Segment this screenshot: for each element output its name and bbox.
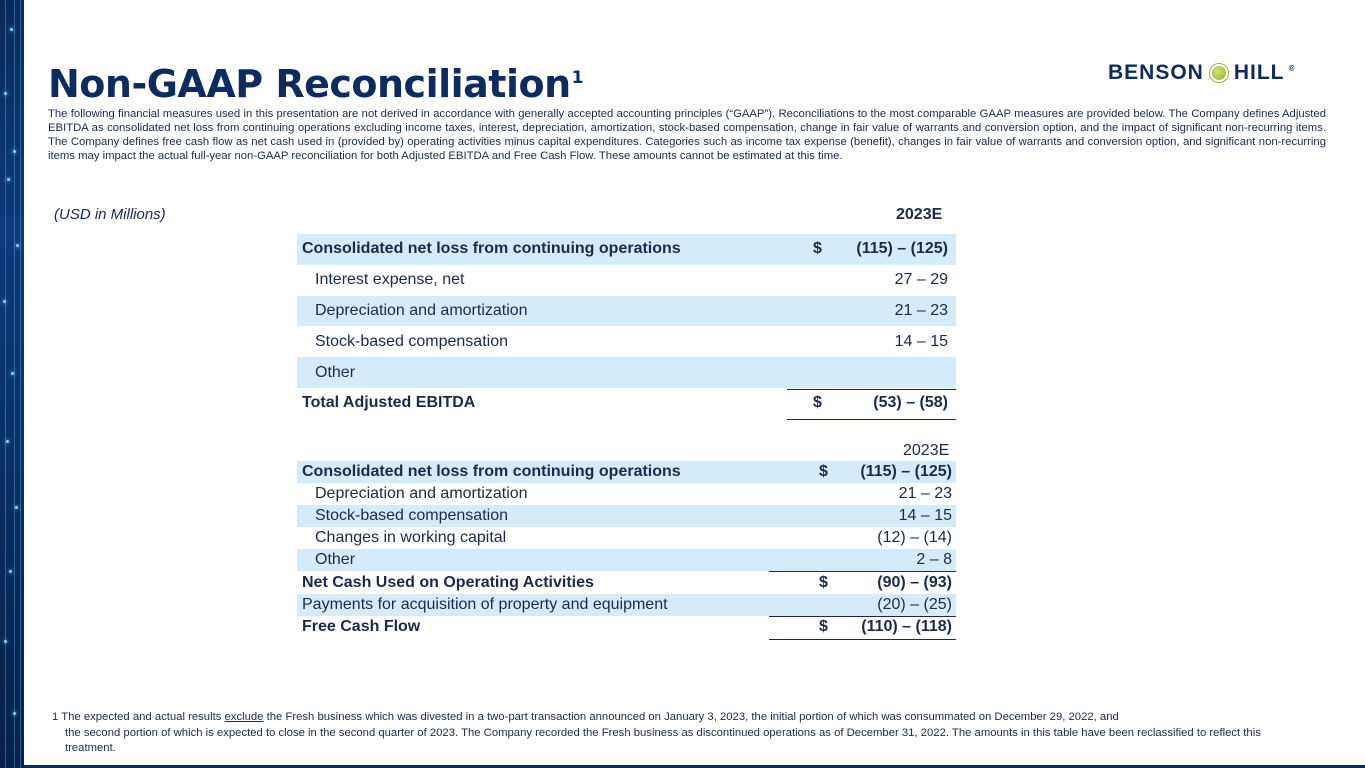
row-value: (110) – (118)	[861, 617, 952, 635]
row-value: (115) – (125)	[856, 240, 948, 258]
table-row	[297, 326, 956, 357]
units-label: (USD in Millions)	[54, 206, 166, 223]
row-label: Stock-based compensation	[315, 332, 508, 350]
benson-hill-logo	[1108, 60, 1294, 86]
logo-word-benson: BENSON	[1108, 61, 1204, 84]
row-currency: $	[819, 573, 828, 591]
row-value: (12) – (14)	[877, 529, 952, 547]
row-currency: $	[813, 240, 822, 258]
row-label: Other	[315, 551, 356, 569]
fcf-total-bottom-rule	[769, 639, 956, 640]
row-currency: $	[819, 463, 828, 481]
table-row	[297, 234, 956, 265]
table-row	[297, 505, 956, 527]
logo-word-hill: HILL	[1233, 61, 1285, 84]
footnote-text-start: The expected and actual results	[61, 711, 222, 723]
row-label: Stock-based compensation	[315, 507, 508, 525]
fcf-subtotal-top-rule	[769, 571, 956, 572]
row-label: Consolidated net loss from continuing operations	[302, 240, 681, 258]
row-label: Other	[315, 363, 356, 381]
table-row	[297, 296, 956, 327]
row-label: Consolidated net loss from continuing operations	[302, 463, 681, 481]
footnote	[52, 710, 1292, 757]
table-row	[297, 483, 956, 505]
row-value: 21 – 23	[898, 485, 952, 503]
decorative-side-band	[0, 0, 24, 768]
footnote-text-middle: the Fresh business which was divested in a two-part transaction announced on January 3, 2023, the initial portion of which was consummated on December 29, 2022, and	[266, 711, 1119, 723]
fcf-total-top-rule	[769, 616, 956, 617]
table-row	[297, 357, 956, 388]
row-label: Depreciation and amortization	[315, 485, 528, 503]
footnote-text-end: the second portion of which is expected to close in the second quarter of 2023. The Company recorded the Fresh business as discontinued operations as of December 31, 2022. The amounts in this table have been reclassified to reflect this treatment.	[65, 726, 1261, 754]
table-row-subtotal	[297, 571, 956, 593]
title-footnote-marker: 1	[571, 68, 583, 88]
row-label: Net Cash Used on Operating Activities	[302, 573, 594, 591]
seed-icon	[1210, 64, 1228, 82]
row-value: 21 – 23	[894, 301, 948, 319]
table-row	[297, 527, 956, 549]
registered-mark: ®	[1288, 64, 1295, 73]
ebitda-column-header: 2023E	[896, 206, 943, 223]
ebitda-table	[297, 234, 956, 419]
row-currency: $	[813, 394, 822, 412]
row-label: Total Adjusted EBITDA	[302, 394, 476, 412]
row-label: Depreciation and amortization	[315, 301, 528, 319]
table-row	[297, 549, 956, 571]
ebitda-total-top-rule	[787, 389, 956, 390]
row-label: Interest expense, net	[315, 271, 465, 289]
intro-paragraph: The following financial measures used in this presentation are not derived in accordance with generally accepted accounting principles (“GAAP”). Reconciliations to the most comparable GAAP measures are provided below. The Company defines Adjusted EBITDA as consolidated net loss from continuing operations excluding income taxes, interest, depreciation, amortization, stock-based compensation, change in fair value of warrants and conversion option, and the impact of significant non-recurring items. The Company defines free cash flow as net cash used in (provided by) operating activities minus capital expenditures. Categories such as income tax expense (benefit), changes in fair value of warrants and conversion option, and significant non-recurring items may impact the actual full-year non-GAAP reconciliation for both Adjusted EBITDA and Free Cash Flow. These amounts cannot be estimated at this time.	[48, 108, 1326, 162]
row-value: (53) – (58)	[873, 394, 948, 412]
row-value: (115) – (125)	[860, 463, 952, 481]
table-row-total	[297, 388, 956, 419]
row-value: 27 – 29	[894, 271, 948, 289]
row-value: (20) – (25)	[877, 595, 952, 613]
free-cash-flow-table	[297, 461, 956, 638]
page-title-text: Non-GAAP Reconciliation	[48, 62, 571, 106]
row-value: 14 – 15	[894, 332, 948, 350]
page-title	[48, 62, 583, 106]
row-currency: $	[819, 617, 828, 635]
table-row	[297, 265, 956, 296]
row-label: Changes in working capital	[315, 529, 507, 547]
row-value: 2 – 8	[916, 551, 952, 569]
row-label: Free Cash Flow	[302, 617, 421, 635]
table-row	[297, 594, 956, 616]
table-row	[297, 461, 956, 483]
row-value: (90) – (93)	[877, 573, 952, 591]
footnote-number: 1	[52, 711, 59, 723]
table-row-total	[297, 616, 956, 638]
row-label: Payments for acquisition of property and equipment	[302, 595, 668, 613]
ebitda-total-bottom-rule	[787, 419, 956, 420]
fcf-column-header: 2023E	[903, 442, 950, 459]
footnote-underlined-word: exclude	[224, 711, 264, 723]
row-value: 14 – 15	[898, 507, 952, 525]
